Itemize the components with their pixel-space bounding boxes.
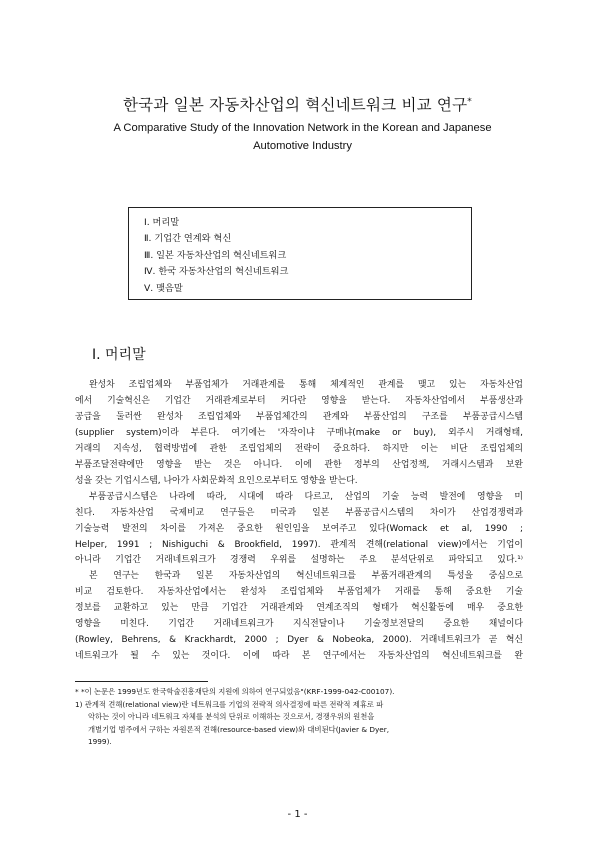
body-line: 정보를 교환하고 있는 만큼 기업간 거래관계와 연계조직의 형태가 혁신활동에 매우 중요한 [75, 603, 523, 614]
subtitle-line: A Comparative Study of the Innovation Network in the Korean and Japanese [113, 122, 492, 134]
paper-title-text: 한국과 일본 자동차산업의 혁신네트워크 비교 연구 [123, 96, 468, 114]
body-line: 에서 기술혁신은 기업간 거래관계로부터 커다란 영향을 받는다. 자동차산업에서 부품생산과 [75, 395, 523, 406]
footnote-divider [75, 681, 208, 682]
body-line: 부품조달전략에만 영향을 받는 것은 아니다. 이에 관한 정부의 산업정책, 거래시스템과 보완 [75, 459, 523, 470]
paper-title [0, 93, 595, 115]
body-line: (supplier system)이라 부른다. 여기에는 '자작이냐 구매냐(make or buy), 외주시 거래형태, [75, 427, 523, 438]
body-line: 네트워크가 될 수 있는 것이다. 이에 따라 본 연구에서는 자동차산업의 혁신네트워크를 완 [75, 651, 523, 662]
footnote-1: 1) 관계적 견해(relational view)란 네트워크를 기업의 전략적 의사결정에 따른 전략적 제휴로 파 [75, 699, 384, 709]
body-line: 영향을 미친다. 기업간 거래네트워크가 지식전달이나 기술정보전달의 중요한 채널이다 [75, 619, 523, 630]
body-line: 본 연구는 한국과 일본 자동차산업의 혁신네트워크를 부품거래관계의 특성을 중심으로 [89, 571, 523, 582]
footnote-funding: * *이 논문은 1999년도 한국학술진흥재단의 지원에 의하여 연구되었음"(KRF-1999-042-C00107). [75, 687, 395, 696]
body-text [75, 378, 523, 665]
body-line: Helper, 1991 ; Nishiguchi & Brookfield, 1997). 관계적 견해(relational view)에서는 기업이 [75, 539, 523, 550]
footnote-1-cont: 1999). [88, 737, 112, 747]
toc-item-2: Ⅱ. 기업간 연계와 혁신 [144, 233, 232, 245]
toc-item-3: Ⅲ. 일본 자동차산업의 혁신네트워크 [144, 249, 287, 261]
footnote-1-cont: 개별기업 범주에서 구하는 자원론적 견해(resource-based view)와 대비된다(Javier & Dyer, [88, 724, 390, 734]
english-subtitle [60, 119, 545, 155]
footnote-1-cont: 악하는 것이 아니라 네트워크 자체를 분석의 단위로 이해하는 것으로서, 경쟁우위의 원천을 [88, 712, 375, 722]
toc-item-4: Ⅳ. 한국 자동차산업의 혁신네트워크 [144, 266, 289, 278]
body-line: 비교 검토한다. 자동차산업에서는 완성차 조립업체와 부품업체가 거래를 통해 중요한 기술 [75, 587, 523, 598]
body-line: 완성차 조립업체와 부품업체가 거래관계를 통해 체계적인 관계를 맺고 있는 자동차산업 [89, 380, 523, 390]
footnotes [75, 686, 523, 749]
page-number: - 1 - [287, 809, 308, 820]
body-line: 친다. 자동차산업 국제비교 연구들은 미국과 일본 부품공급시스템의 차이가 산업경쟁력과 [75, 507, 523, 518]
toc-item-5: Ⅴ. 맺음말 [144, 282, 183, 294]
title-footnote-mark: * [467, 96, 472, 107]
body-line: (Rowley, Behrens, & Krackhardt, 2000 ; Dyer & Nobeoka, 2000). 거래네트워크가 곧 혁신 [75, 635, 523, 646]
body-line: 아니라 기업간 거래네트워크가 경쟁력 우위를 설명하는 주요 분석단위로 파악되고 있다.¹⁾ [75, 555, 523, 566]
body-line: 거래의 지속성, 협력방법에 관한 조립업체의 전략이 중요하다. 하지만 이는 비단 조립업체의 [75, 443, 523, 454]
body-line: 공급을 둘러싼 완성차 조립업체와 부품업체간의 관계와 부품산업의 구조를 부품공급시스템 [75, 411, 523, 422]
section-heading: Ⅰ. 머리말 [92, 347, 146, 363]
body-line: 부품공급시스템은 나라에 따라, 시대에 따라 다르고, 산업의 기술 능력 발전에 영향을 미 [89, 491, 523, 502]
body-line: 성을 갖는 기업시스템, 나아가 사회문화적 요인으로부터도 영향을 받는다. [75, 475, 358, 486]
body-line: 기술능력 발전의 차이를 가져온 중요한 원인임을 보여주고 있다(Womack et al, 1990 ; [75, 523, 523, 534]
subtitle-line: Automotive Industry [253, 140, 352, 152]
toc-item-1: Ⅰ. 머리말 [144, 217, 180, 228]
table-of-contents [128, 207, 472, 300]
